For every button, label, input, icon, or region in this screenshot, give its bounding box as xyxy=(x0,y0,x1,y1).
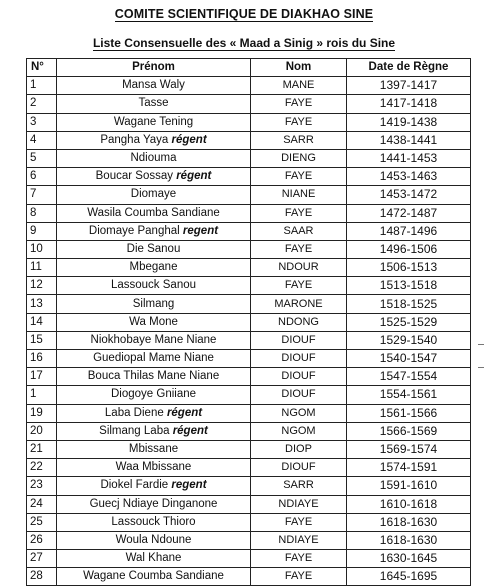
document-title xyxy=(0,7,488,21)
row-number: 24 xyxy=(27,495,57,513)
prenom-cell xyxy=(57,531,251,549)
kings-table-body xyxy=(27,77,471,586)
reign-date-cell: 1441-1453 xyxy=(347,149,471,167)
prenom-text: Guecj Ndiaye Dinganone xyxy=(89,497,218,510)
document-subtitle-text: Liste Consensuelle des « Maad a Sinig » rois du Sine xyxy=(92,36,396,50)
nom-cell: DIOUF xyxy=(251,386,347,404)
margin-mark xyxy=(478,344,484,345)
prenom-text: Bouca Thilas Mane Niane xyxy=(87,370,220,383)
column-header-nom: Nom xyxy=(251,59,347,77)
row-number: 5 xyxy=(27,149,57,167)
row-number: 15 xyxy=(27,331,57,349)
nom-cell: NGOM xyxy=(251,404,347,422)
prenom-cell xyxy=(57,259,251,277)
nom-cell: SARR xyxy=(251,131,347,149)
reign-date-cell: 1397-1417 xyxy=(347,77,471,95)
nom-cell: FAYE xyxy=(251,113,347,131)
table-row xyxy=(27,404,471,422)
reign-date-cell: 1630-1645 xyxy=(347,550,471,568)
reign-date-cell: 1561-1566 xyxy=(347,404,471,422)
reign-date-cell: 1506-1513 xyxy=(347,259,471,277)
prenom-text: Pangha Yaya xyxy=(100,133,169,146)
table-row xyxy=(27,495,471,513)
prenom-cell xyxy=(57,113,251,131)
table-row xyxy=(27,440,471,458)
prenom-cell xyxy=(57,149,251,167)
reign-date-cell: 1566-1569 xyxy=(347,422,471,440)
table-row xyxy=(27,222,471,240)
prenom-cell xyxy=(57,459,251,477)
column-header-date: Date de Règne xyxy=(347,59,471,77)
regent-label: régent xyxy=(176,170,212,183)
reign-date-cell: 1529-1540 xyxy=(347,331,471,349)
regent-label: regent xyxy=(182,224,219,237)
row-number: 16 xyxy=(27,350,57,368)
row-number: 1 xyxy=(27,77,57,95)
nom-cell: NDOUR xyxy=(251,259,347,277)
nom-cell: FAYE xyxy=(251,550,347,568)
prenom-cell xyxy=(57,240,251,258)
reign-date-cell: 1591-1610 xyxy=(347,477,471,495)
prenom-text: Mbegane xyxy=(129,261,178,274)
row-number: 9 xyxy=(27,222,57,240)
regent-label: régent xyxy=(172,424,208,437)
prenom-cell xyxy=(57,186,251,204)
table-row xyxy=(27,259,471,277)
reign-date-cell: 1518-1525 xyxy=(347,295,471,313)
prenom-cell xyxy=(57,440,251,458)
column-header-prenom: Prénom xyxy=(57,59,251,77)
table-row xyxy=(27,568,471,586)
nom-cell: FAYE xyxy=(251,95,347,113)
prenom-text: Wagane Tening xyxy=(113,115,194,128)
prenom-text: Silmang Laba xyxy=(99,424,170,437)
reign-date-cell: 1487-1496 xyxy=(347,222,471,240)
reign-date-cell: 1453-1472 xyxy=(347,186,471,204)
prenom-cell xyxy=(57,204,251,222)
regent-label: régent xyxy=(171,133,207,146)
table-row xyxy=(27,477,471,495)
table-row xyxy=(27,350,471,368)
prenom-text: Mbissane xyxy=(128,443,179,456)
document-subtitle xyxy=(0,36,488,50)
prenom-text: Guediopal Mame Niane xyxy=(93,352,214,365)
reign-date-cell: 1574-1591 xyxy=(347,459,471,477)
prenom-text: Lassouck Sanou xyxy=(110,279,197,292)
prenom-cell xyxy=(57,513,251,531)
reign-date-cell: 1496-1506 xyxy=(347,240,471,258)
table-row xyxy=(27,168,471,186)
prenom-text: Die Sanou xyxy=(126,242,181,255)
prenom-cell xyxy=(57,295,251,313)
reign-date-cell: 1525-1529 xyxy=(347,313,471,331)
nom-cell: MARONE xyxy=(251,295,347,313)
prenom-text: Wal Khane xyxy=(125,552,182,565)
reign-date-cell: 1618-1630 xyxy=(347,513,471,531)
row-number: 2 xyxy=(27,95,57,113)
table-row xyxy=(27,459,471,477)
table-row xyxy=(27,240,471,258)
table-row xyxy=(27,368,471,386)
reign-date-cell: 1417-1418 xyxy=(347,95,471,113)
row-number: 7 xyxy=(27,186,57,204)
nom-cell: DIENG xyxy=(251,149,347,167)
table-row xyxy=(27,149,471,167)
prenom-text: Woula Ndoune xyxy=(115,533,192,546)
prenom-text: Lassouck Thioro xyxy=(111,515,196,528)
table-row xyxy=(27,77,471,95)
row-number: 19 xyxy=(27,404,57,422)
reign-date-cell: 1419-1438 xyxy=(347,113,471,131)
prenom-cell xyxy=(57,77,251,95)
reign-date-cell: 1438-1441 xyxy=(347,131,471,149)
prenom-cell xyxy=(57,222,251,240)
table-row xyxy=(27,186,471,204)
prenom-text: Mansa Waly xyxy=(122,79,185,92)
row-number: 8 xyxy=(27,204,57,222)
prenom-text: Laba Diene xyxy=(104,406,164,419)
prenom-text: Diokel Fardie xyxy=(100,479,169,492)
row-number: 11 xyxy=(27,259,57,277)
table-row xyxy=(27,513,471,531)
prenom-text: Silmang xyxy=(132,297,175,310)
nom-cell: FAYE xyxy=(251,277,347,295)
table-row xyxy=(27,131,471,149)
nom-cell: DIOUF xyxy=(251,331,347,349)
table-row xyxy=(27,422,471,440)
table-row xyxy=(27,277,471,295)
prenom-text: Niokhobaye Mane Niane xyxy=(90,333,217,346)
reign-date-cell: 1554-1561 xyxy=(347,386,471,404)
nom-cell: FAYE xyxy=(251,204,347,222)
prenom-cell xyxy=(57,168,251,186)
regent-label: regent xyxy=(171,479,207,492)
prenom-cell xyxy=(57,277,251,295)
prenom-cell xyxy=(57,313,251,331)
nom-cell: NDIAYE xyxy=(251,531,347,549)
nom-cell: SARR xyxy=(251,477,347,495)
table-row xyxy=(27,295,471,313)
row-number: 27 xyxy=(27,550,57,568)
prenom-text: Wa Mone xyxy=(129,315,178,328)
prenom-text: Tasse xyxy=(138,97,169,110)
row-number: 12 xyxy=(27,277,57,295)
nom-cell: NDIAYE xyxy=(251,495,347,513)
kings-table-header xyxy=(27,59,471,77)
table-row xyxy=(27,204,471,222)
prenom-cell xyxy=(57,386,251,404)
column-header-number: N° xyxy=(27,59,57,77)
row-number: 23 xyxy=(27,477,57,495)
reign-date-cell: 1513-1518 xyxy=(347,277,471,295)
prenom-cell xyxy=(57,350,251,368)
nom-cell: DIOP xyxy=(251,440,347,458)
reign-date-cell: 1472-1487 xyxy=(347,204,471,222)
nom-cell: FAYE xyxy=(251,513,347,531)
row-number: 25 xyxy=(27,513,57,531)
prenom-text: Diogoye Gniiane xyxy=(110,388,197,401)
table-row xyxy=(27,386,471,404)
reign-date-cell: 1453-1463 xyxy=(347,168,471,186)
row-number: 28 xyxy=(27,568,57,586)
row-number: 22 xyxy=(27,459,57,477)
prenom-cell xyxy=(57,422,251,440)
prenom-cell xyxy=(57,131,251,149)
row-number: 13 xyxy=(27,295,57,313)
row-number: 20 xyxy=(27,422,57,440)
prenom-cell xyxy=(57,495,251,513)
prenom-cell xyxy=(57,404,251,422)
nom-cell: DIOUF xyxy=(251,459,347,477)
table-row xyxy=(27,331,471,349)
row-number: 10 xyxy=(27,240,57,258)
table-row xyxy=(27,531,471,549)
nom-cell: FAYE xyxy=(251,168,347,186)
reign-date-cell: 1645-1695 xyxy=(347,568,471,586)
row-number: 4 xyxy=(27,131,57,149)
nom-cell: MANE xyxy=(251,77,347,95)
prenom-cell xyxy=(57,568,251,586)
nom-cell: FAYE xyxy=(251,568,347,586)
nom-cell: NGOM xyxy=(251,422,347,440)
nom-cell: NIANE xyxy=(251,186,347,204)
nom-cell: FAYE xyxy=(251,240,347,258)
nom-cell: NDONG xyxy=(251,313,347,331)
nom-cell: SAAR xyxy=(251,222,347,240)
row-number: 17 xyxy=(27,368,57,386)
reign-date-cell: 1610-1618 xyxy=(347,495,471,513)
prenom-text: Wasila Coumba Sandiane xyxy=(87,206,220,219)
nom-cell: DIOUF xyxy=(251,368,347,386)
prenom-cell xyxy=(57,95,251,113)
row-number: 26 xyxy=(27,531,57,549)
margin-mark xyxy=(478,367,484,368)
reign-date-cell: 1618-1630 xyxy=(347,531,471,549)
prenom-cell xyxy=(57,477,251,495)
prenom-text: Waa Mbissane xyxy=(115,461,192,474)
table-row xyxy=(27,550,471,568)
reign-date-cell: 1540-1547 xyxy=(347,350,471,368)
row-number: 1 xyxy=(27,386,57,404)
prenom-text: Wagane Coumba Sandiane xyxy=(83,570,224,583)
prenom-cell xyxy=(57,331,251,349)
header-row xyxy=(27,59,471,77)
table-row xyxy=(27,113,471,131)
prenom-cell xyxy=(57,550,251,568)
prenom-text: Diomaye xyxy=(130,188,177,201)
reign-date-cell: 1569-1574 xyxy=(347,440,471,458)
row-number: 3 xyxy=(27,113,57,131)
table-row xyxy=(27,95,471,113)
row-number: 21 xyxy=(27,440,57,458)
regent-label: régent xyxy=(166,406,203,419)
prenom-text: Boucar Sossay xyxy=(95,170,173,183)
row-number: 14 xyxy=(27,313,57,331)
kings-table xyxy=(26,58,471,586)
prenom-text: Ndiouma xyxy=(130,152,177,165)
prenom-text: Diomaye Panghal xyxy=(88,224,180,237)
row-number: 6 xyxy=(27,168,57,186)
table-row xyxy=(27,313,471,331)
reign-date-cell: 1547-1554 xyxy=(347,368,471,386)
document-title-text: COMITE SCIENTIFIQUE DE DIAKHAO SINE xyxy=(114,7,374,21)
nom-cell: DIOUF xyxy=(251,350,347,368)
prenom-cell xyxy=(57,368,251,386)
